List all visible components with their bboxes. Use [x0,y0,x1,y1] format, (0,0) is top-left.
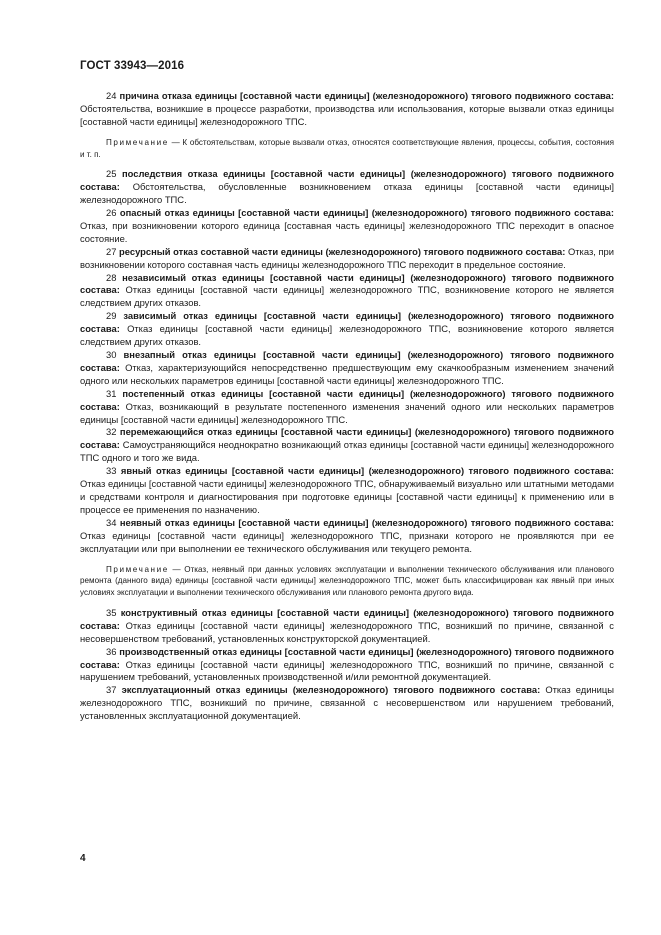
definition-text: Отказ единицы [составной части единицы] железнодорожного ТПС, возникновение которого не является следствием других отказов. [80,284,615,309]
term: эксплуатационный отказ единицы (железнодорожного) тягового подвижного состава [121,684,538,696]
term: явный отказ единицы [составной части единицы] (железнодорожного) тягового подвижного состава [120,465,611,477]
definition-entry-32: 32 перемежающийся отказ единицы [составной части единицы] (железнодорожного) тягового подвижного состава: Самоустраняющийся неоднократно возникающий отказ единицы [составной части единицы] железнодорожного ТПС одного и того же вида. [80,426,615,464]
document-header: ГОСТ 33943—2016 [80,60,185,72]
term: производственный отказ единицы [составной части единицы] (железнодорожного) тягового подвижного состава [80,645,614,670]
term: зависимый отказ единицы [составной части единицы] (железнодорожного) тягового подвижного состава [80,310,614,335]
term: перемежающийся отказ единицы [составной части единицы] (железнодорожного) тягового подвижного состава [80,426,615,451]
definition-entry-26: 26 опасный отказ единицы [составной части единицы] (железнодорожного) тягового подвижного состава: Отказ, при возникновении которого единица [составная часть единицы] железнодорожного ТПС переходит в опасное состояние. [80,207,614,244]
term: независимый отказ единицы [составной части единицы] (железнодорожного) тягового подвижного состава [80,271,614,296]
page-number: 4 [80,853,86,864]
definition-text: Самоустраняющийся неоднократно возникающий отказ единицы [составной части единицы] железнодорожного ТПС одного и того же вида. [80,439,614,464]
term: конструктивный отказ единицы [составной части единицы] (железнодорожного) тягового подвижного состава [80,606,615,631]
definition-entry-27: 27 ресурсный отказ составной части единицы (железнодорожного) тягового подвижного состава: Отказ, при возникновении которого составная часть единицы железнодорожного ТПС переходит в предельное состояние. [80,245,614,270]
definition-text: Отказ, при возникновении которого составная часть единицы железнодорожного ТПС переходит в предельное состояние. [80,245,614,270]
definition-entry-34: 34 неявный отказ единицы [составной части единицы] (железнодорожного) тягового подвижного состава: Отказ единицы [составной части единицы] железнодорожного ТПС, признаки которого не проявляются при ее эксплуатации или при выполнении ее технического обслуживания или текущего ремонта. [80,516,614,554]
term: причина отказа единицы [составной части единицы] (железнодорожного) тягового подвижного состава [119,90,611,101]
term: последствия отказа единицы [составной части единицы] (железнодорожного) тягового подвижного состава [80,168,615,193]
definition-text: Отказ единицы [составной части единицы] железнодорожного ТПС, возникновение которого является следствием других отказов. [80,323,614,348]
definition-entry-37: 37 эксплуатационный отказ единицы (железнодорожного) тягового подвижного состава: Отказ единицы железнодорожного ТПС, возникший по причине, связанной с несовершенством или нарушением требований, установленных эксплуатационной документацией. [80,684,614,722]
note-text: Отказ, неявный при данных условиях эксплуатации и выполнении технического обслуживания или планового ремонта (данного вида) единицы [составной части единицы] железнодорожного ТПС, может быть классифицирован как явный при иных условиях эксплуатации и выполнении технического обслуживания или планового ремонта другого вида. [80,564,614,598]
term: опасный отказ единицы [составной части единицы] (железнодорожного) тягового подвижного состава [119,207,611,219]
definition-text: Отказ, при возникновении которого единица [составная часть единицы] железнодорожного ТПС переходит в опасное состояние. [80,219,614,244]
definition-entry-36: 36 производственный отказ единицы [составной части единицы] (железнодорожного) тягового подвижного состава: Отказ единицы [составной части единицы] железнодорожного ТПС, возникший по причине, связанной с нарушением требований, установленных производственной и/или ремонтной документацией. [80,645,614,683]
definition-text: Обстоятельства, обусловленные возникновением отказа единицы [составной части единицы] железнодорожного ТПС. [80,181,614,206]
definition-entry-25: 25 последствия отказа единицы [составной части единицы] (железнодорожного) тягового подвижного состава: Обстоятельства, обусловленные возникновением отказа единицы [составной части единицы] железнодорожного ТПС. [80,168,615,206]
term: ресурсный отказ составной части единицы (железнодорожного) тягового подвижного состава [119,245,563,257]
term: внезапный отказ единицы [составной части единицы] (железнодорожного) тягового подвижного состава [80,349,614,373]
note-label: Примечание [106,137,169,147]
definition-text: Отказ единицы железнодорожного ТПС, возникший по причине, связанной с несовершенством или нарушением требований, установленных эксплуатационной документацией. [80,684,614,722]
definition-entry-33: 33 явный отказ единицы [составной части единицы] (железнодорожного) тягового подвижного состава: Отказ единицы [составной части единицы] железнодорожного ТПС, обнаруживаемый визуально или штатными методами и средствами контроля и диагностирования при подготовке единицы [составной части единицы] к применению или в процессе ее применения по назначению. [80,465,614,515]
definition-entry-28: 28 независимый отказ единицы [составной части единицы] (железнодорожного) тягового подвижного состава: Отказ единицы [составной части единицы] железнодорожного ТПС, возникновение которого не является следствием других отказов. [80,271,615,309]
definition-text: Отказ, характеризующийся непосредственно предшествующим ему скачкообразным изменением значений одного или нескольких параметров единицы [составной части единицы] железнодорожного ТПС. [80,361,614,386]
definition-text: Обстоятельства, возникшие в процессе разработки, производства или использования, которые вызвали отказ единицы [составной части единицы] железнодорожного ТПС. [80,102,614,127]
definition-entry-24: 24 причина отказа единицы [составной части единицы] (железнодорожного) тягового подвижного состава: Обстоятельства, возникшие в процессе разработки, производства или использования, которые вызвали отказ единицы [составной части единицы] железнодорожного ТПС. [80,90,615,127]
note: Примечание — Отказ, неявный при данных условиях эксплуатации и выполнении технического обслуживания или планового ремонта (данного вида) единицы [составной части единицы] железнодорожного ТПС, может быть классифицирован как явный при иных условиях эксплуатации и выполнении технического обслуживания или планового ремонта другого вида. [80,564,614,598]
term: постепенный отказ единицы [составной части единицы] (железнодорожного) тягового подвижного состава [80,387,614,412]
definition-entry-30: 30 внезапный отказ единицы [составной части единицы] (железнодорожного) тягового подвижного состава: Отказ, характеризующийся непосредственно предшествующим ему скачкообразным изменением значений одного или нескольких параметров единицы [составной части единицы] железнодорожного ТПС. [80,349,614,386]
note: Примечание — К обстоятельствам, которые вызвали отказ, относятся соответствующие явления, процессы, события, состояния и т. п. [80,137,615,159]
definition-entry-29: 29 зависимый отказ единицы [составной части единицы] (железнодорожного) тягового подвижного состава: Отказ единицы [составной части единицы] железнодорожного ТПС, возникновение которого является следствием других отказов. [80,310,614,348]
document-body [80,90,614,723]
definition-text: Отказ, возникающий в результате постепенного изменения значений одного или нескольких параметров единицы [составной части единицы] железнодорожного ТПС. [80,400,614,425]
definition-text: Отказ единицы [составной части единицы] железнодорожного ТПС, признаки которого не проявляются при ее эксплуатации или при выполнении ее технического обслуживания или текущего ремонта. [80,529,614,554]
definition-entry-31: 31 постепенный отказ единицы [составной части единицы] (железнодорожного) тягового подвижного состава: Отказ, возникающий в результате постепенного изменения значений одного или нескольких параметров единицы [составной части единицы] железнодорожного ТПС. [80,387,614,425]
term: неявный отказ единицы [составной части единицы] (железнодорожного) тягового подвижного состава [119,516,611,528]
note-label: Примечание [106,564,169,574]
note-text: К обстоятельствам, которые вызвали отказ, относятся соответствующие явления, процессы, события, состояния и т. п. [80,137,615,159]
definition-text: Отказ единицы [составной части единицы] железнодорожного ТПС, возникший по причине, связанной с нарушением требований, установленных производственной и/или ремонтной документацией. [80,658,614,683]
definition-text: Отказ единицы [составной части единицы] железнодорожного ТПС, обнаруживаемый визуально или штатными методами и средствами контроля и диагностирования при подготовке единицы [составной части единицы] к применению или в процессе ее применения по назначению. [80,478,614,515]
definition-entry-35: 35 конструктивный отказ единицы [составной части единицы] (железнодорожного) тягового подвижного состава: Отказ единицы [составной части единицы] железнодорожного ТПС, возникший по причине, связанной с несовершенством требований, установленных конструкторской документацией. [80,606,615,644]
definition-text: Отказ единицы [составной части единицы] железнодорожного ТПС, возникший по причине, связанной с несовершенством требований, установленных конструкторской документацией. [80,619,614,644]
